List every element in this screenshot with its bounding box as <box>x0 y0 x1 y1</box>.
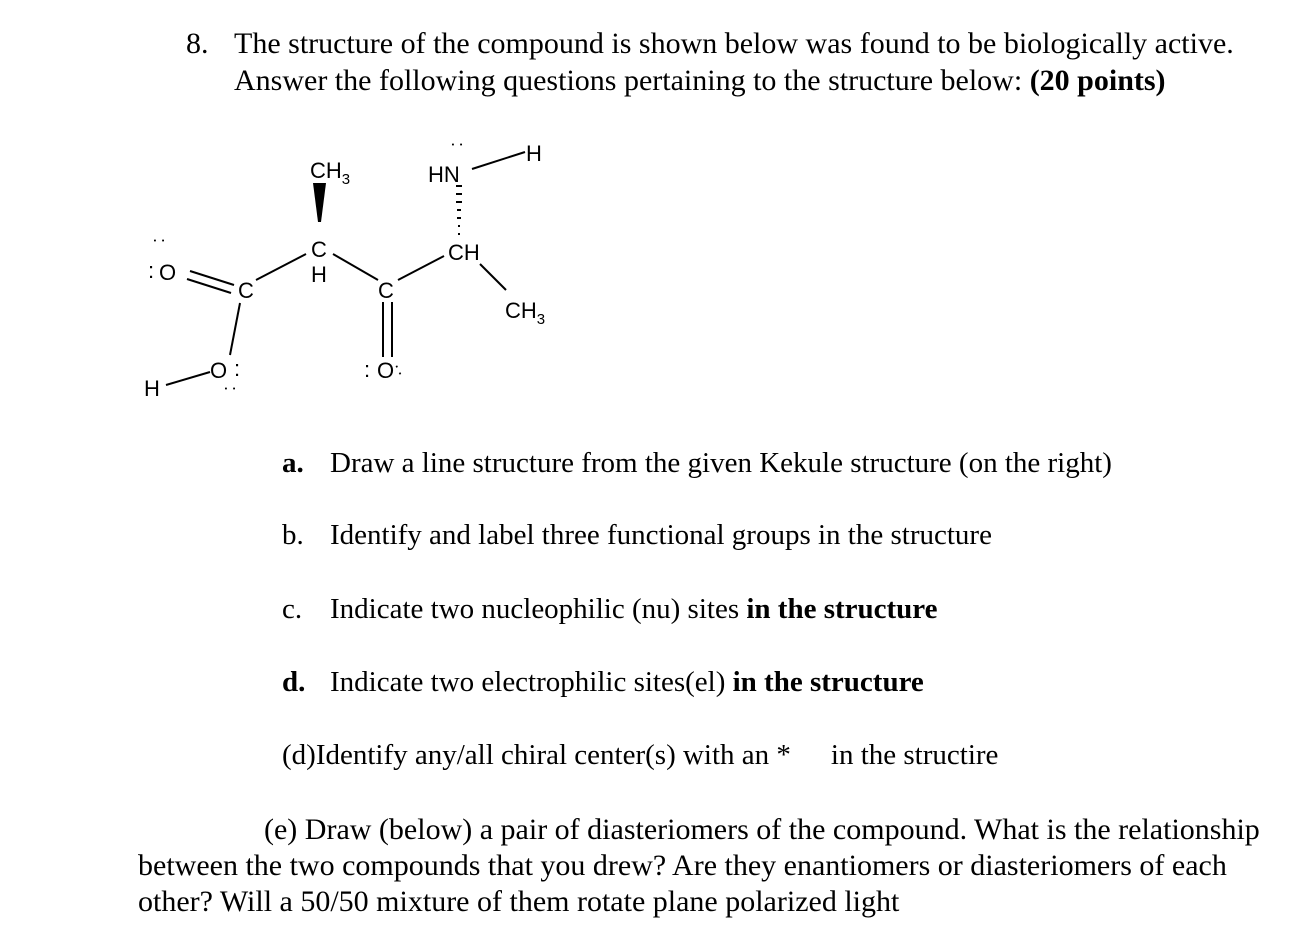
part-d-text: Indicate two electrophilic sites(el) <box>330 666 733 698</box>
part-e-text: (e) Draw (below) a pair of diasteriomers of the compound. What is the relationship between the two compounds that you drew? Are they enantiomers or diasteriomers of each other? Will a 50/50 mixture of them rotate plane polarized light <box>138 813 1260 918</box>
ch3-top-subscript: 3 <box>341 171 351 188</box>
atom-c-ketone: C <box>378 278 394 303</box>
bond-c-alpha-c-ketone <box>333 254 378 280</box>
part-d <box>282 665 924 699</box>
group-ch3-right <box>505 298 545 328</box>
part-e <box>138 812 1278 920</box>
part-d-chiral-tail: in the structire <box>830 739 999 771</box>
ch3-right-main: CH <box>505 298 537 323</box>
part-b-text: Identify and label three functional groups in the structure <box>330 519 992 551</box>
atom-hn: HN <box>428 162 460 187</box>
bond-c-c-alpha <box>256 254 306 280</box>
part-c <box>282 592 938 626</box>
kekule-structure <box>130 130 590 405</box>
lone-pair: : <box>364 357 371 382</box>
atom-h-amine: H <box>526 141 542 166</box>
part-d-chiral <box>282 738 998 772</box>
part-a-text: Draw a line structure from the given Kekule structure (on the right) <box>330 447 1112 479</box>
atom-o-ketone: O <box>377 358 395 383</box>
hash-bond-ch-nh <box>456 186 462 234</box>
question-number: 8. <box>186 27 209 60</box>
atom-ch: CH <box>448 240 480 265</box>
ch3-right-subscript: 3 <box>536 311 546 328</box>
lone-pair: : <box>234 356 241 381</box>
bond-hn-h <box>472 152 525 169</box>
lone-pair: : <box>221 386 241 392</box>
part-b-label: b. <box>282 519 304 551</box>
atom-h-alpha: H <box>311 262 327 287</box>
bond-ch-ch3 <box>480 264 506 290</box>
bond-h-o <box>166 372 210 385</box>
wedge-bond-ch3 <box>313 183 326 222</box>
atom-c-carboxyl: C <box>238 278 254 303</box>
question-prompt: The structure of the compound is shown below was found to be biologically active. Answer the following questions pertaining to the structure below: <box>234 27 1234 97</box>
part-a-label: a. <box>282 447 304 479</box>
part-c-text: Indicate two nucleophilic (nu) sites <box>330 593 747 625</box>
part-c-label: c. <box>282 593 303 625</box>
part-d-bold: in the structure <box>732 666 924 698</box>
lone-pair: : <box>448 142 468 148</box>
atom-o-hydroxyl: O <box>210 358 228 383</box>
bond-o-c-carboxyl <box>230 303 240 355</box>
part-a <box>282 446 1112 480</box>
question-text <box>234 26 1244 99</box>
atom-c-alpha: C <box>311 237 327 262</box>
part-d-label: d. <box>282 666 306 698</box>
lone-pair: : <box>391 358 405 379</box>
atom-h-acid: H <box>144 376 160 401</box>
part-d-chiral-text: (d)Identify any/all chiral center(s) with an * <box>282 739 791 771</box>
question-points: (20 points) <box>1029 63 1166 97</box>
part-c-bold: in the structure <box>746 593 938 625</box>
lone-pair: : <box>150 238 170 244</box>
lone-pair: : <box>148 258 155 283</box>
bond-c-ketone-ch <box>398 256 444 280</box>
ch3-top-main: CH <box>310 158 342 183</box>
atom-o-carbonyl: O <box>159 260 177 285</box>
part-b <box>282 518 992 552</box>
